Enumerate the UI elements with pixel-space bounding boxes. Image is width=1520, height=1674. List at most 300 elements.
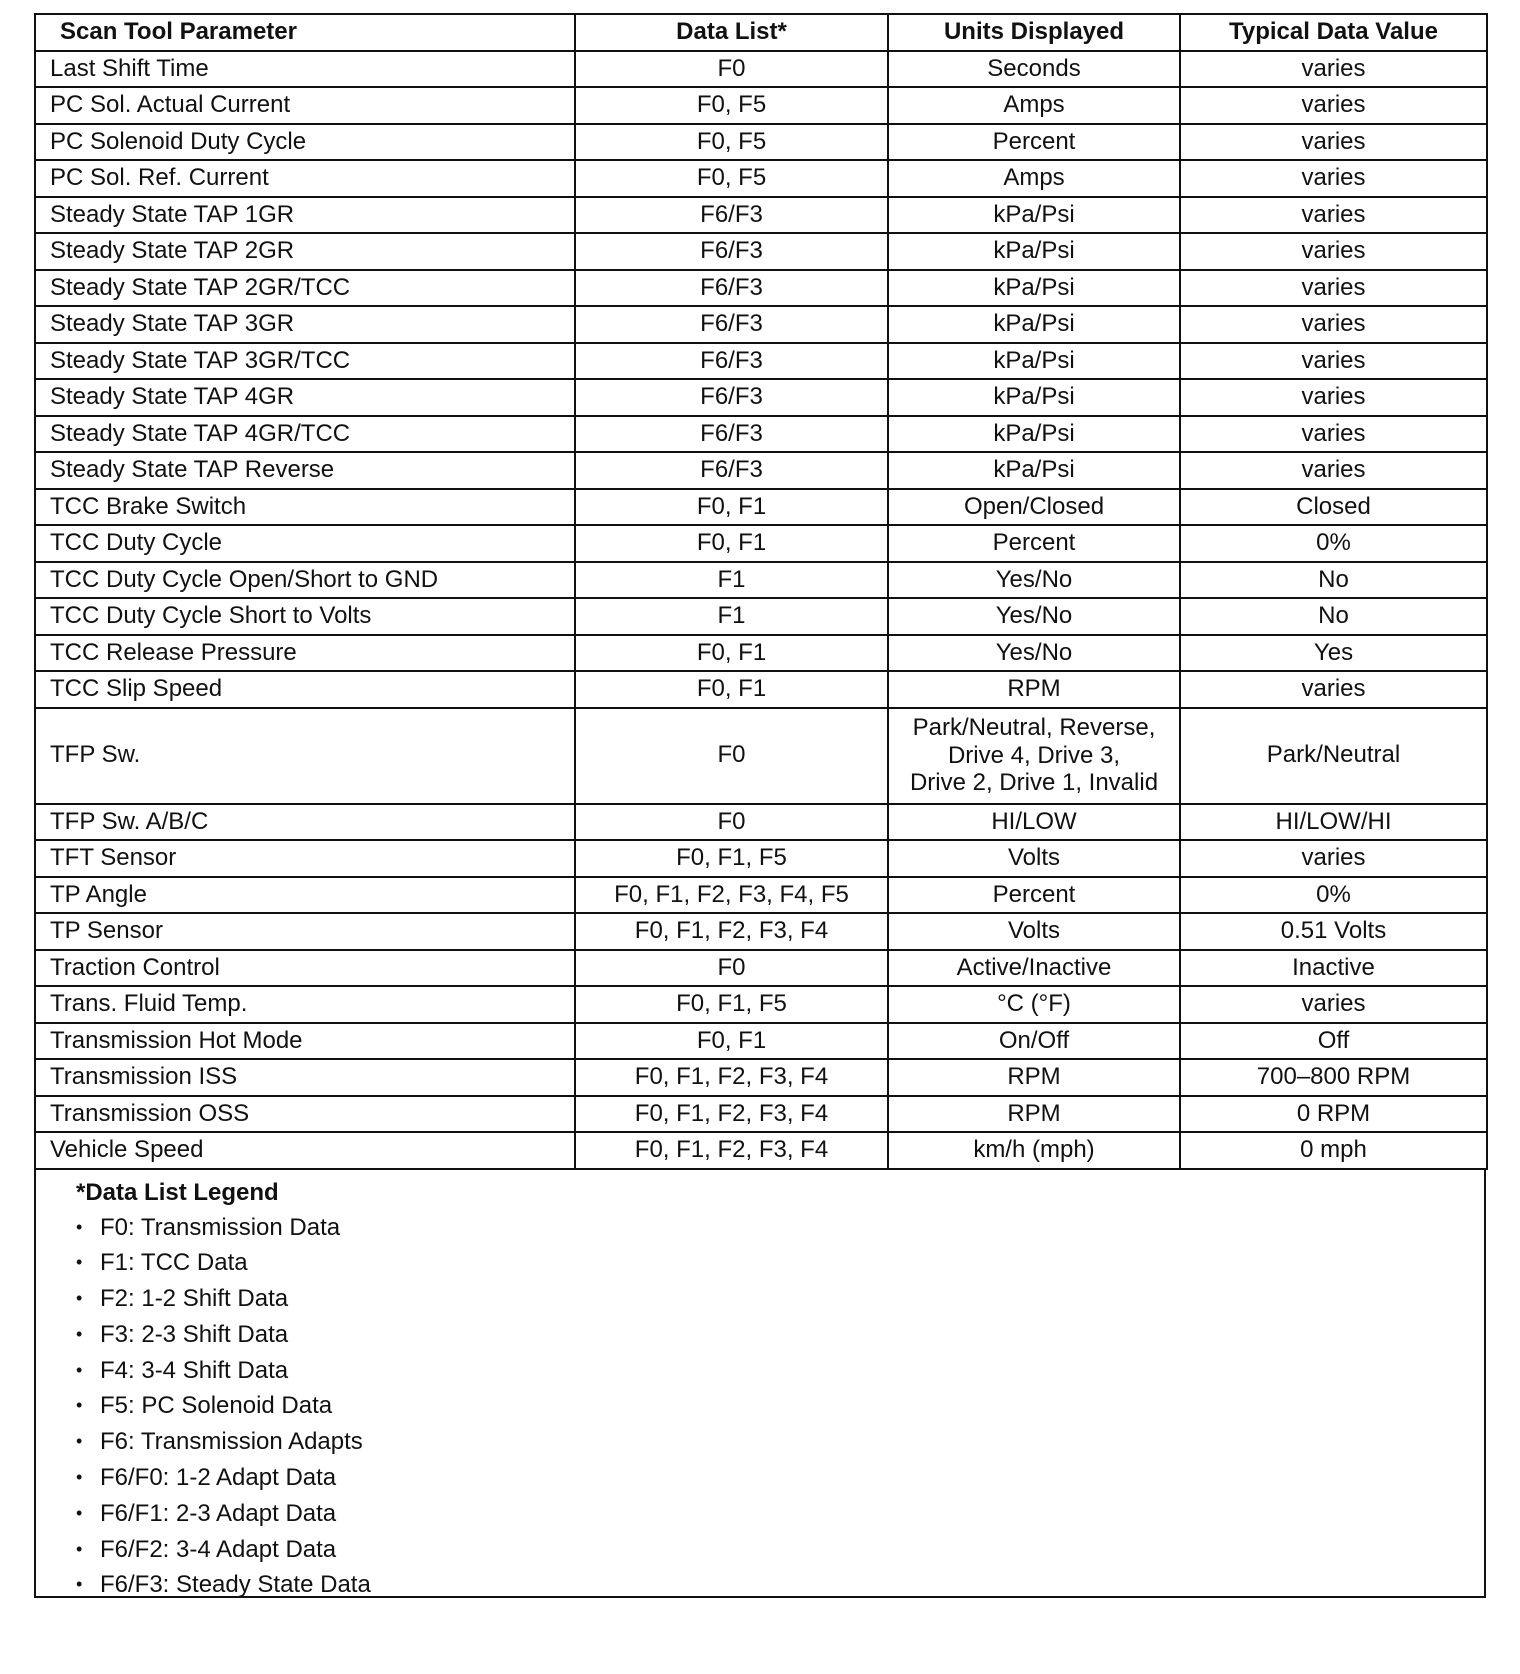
cell-data-list-text: F6/F3 — [700, 346, 763, 374]
cell-parameter-text: PC Sol. Ref. Current — [50, 164, 269, 192]
legend-item-text: F0: Transmission Data — [100, 1213, 341, 1241]
scan-tool-data-document — [34, 13, 1486, 1598]
table-row — [35, 233, 1487, 270]
cell-typical-data-value — [1180, 197, 1487, 234]
legend-item — [76, 1567, 1484, 1603]
cell-data-list — [575, 87, 888, 124]
legend-item — [76, 1317, 1484, 1353]
cell-units-displayed-text: Active/Inactive — [956, 953, 1112, 981]
cell-typical-data-value-text: 0% — [1316, 880, 1351, 908]
cell-units-displayed — [888, 671, 1180, 708]
legend-item-text: F2: 1-2 Shift Data — [100, 1285, 289, 1313]
cell-parameter — [35, 950, 575, 987]
cell-typical-data-value-text: varies — [1301, 346, 1366, 374]
cell-data-list-text: F6/F3 — [700, 310, 763, 338]
cell-typical-data-value — [1180, 525, 1487, 562]
cell-typical-data-value-text: varies — [1301, 54, 1366, 82]
cell-units-displayed-text: HI/LOW — [991, 807, 1077, 835]
cell-data-list-text: F0, F1 — [696, 638, 767, 666]
cell-units-displayed — [888, 913, 1180, 950]
cell-units-displayed — [888, 986, 1180, 1023]
table-row — [35, 197, 1487, 234]
cell-typical-data-value — [1180, 671, 1487, 708]
cell-parameter-text: TCC Duty Cycle Short to Volts — [50, 602, 372, 630]
bullet-icon: • — [76, 1574, 83, 1595]
cell-typical-data-value — [1180, 708, 1487, 804]
cell-parameter-text: Transmission Hot Mode — [50, 1026, 303, 1054]
cell-parameter — [35, 986, 575, 1023]
table-row — [35, 379, 1487, 416]
cell-data-list — [575, 1059, 888, 1096]
cell-typical-data-value — [1180, 270, 1487, 307]
cell-data-list-text: F0 — [717, 54, 746, 82]
cell-data-list-text: F0, F1, F5 — [676, 990, 787, 1018]
cell-typical-data-value — [1180, 489, 1487, 526]
cell-units-displayed-text: Amps — [1003, 91, 1065, 119]
cell-typical-data-value — [1180, 1059, 1487, 1096]
legend-list — [76, 1210, 1484, 1604]
legend-item-text: F6/F1: 2-3 Adapt Data — [100, 1499, 337, 1527]
cell-typical-data-value-text: varies — [1301, 127, 1366, 155]
table-body — [35, 51, 1487, 1169]
cell-units-displayed — [888, 1023, 1180, 1060]
cell-parameter-text: Steady State TAP 3GR — [50, 310, 295, 338]
cell-units-displayed — [888, 489, 1180, 526]
cell-parameter — [35, 1096, 575, 1133]
cell-units-displayed — [888, 51, 1180, 88]
cell-data-list — [575, 1096, 888, 1133]
bullet-icon: • — [76, 1323, 83, 1344]
cell-data-list — [575, 950, 888, 987]
legend-item-text: F3: 2-3 Shift Data — [100, 1320, 289, 1348]
table-row — [35, 87, 1487, 124]
table-row — [35, 1023, 1487, 1060]
cell-typical-data-value — [1180, 986, 1487, 1023]
cell-parameter — [35, 379, 575, 416]
cell-parameter-text: TCC Release Pressure — [50, 638, 297, 666]
cell-parameter — [35, 1023, 575, 1060]
cell-typical-data-value-text: varies — [1301, 419, 1366, 447]
cell-data-list-text: F6/F3 — [700, 456, 763, 484]
cell-typical-data-value — [1180, 124, 1487, 161]
cell-units-displayed — [888, 270, 1180, 307]
cell-units-displayed-text: Yes/No — [995, 638, 1073, 666]
cell-typical-data-value — [1180, 950, 1487, 987]
cell-data-list-text: F0, F5 — [696, 127, 767, 155]
cell-typical-data-value — [1180, 562, 1487, 599]
cell-units-displayed — [888, 598, 1180, 635]
legend-item — [76, 1210, 1484, 1246]
table-row — [35, 804, 1487, 841]
cell-data-list-text: F0, F1, F2, F3, F4 — [634, 1136, 829, 1164]
cell-units-displayed-text: RPM — [1007, 675, 1061, 703]
cell-parameter — [35, 87, 575, 124]
legend-item — [76, 1245, 1484, 1281]
cell-typical-data-value — [1180, 452, 1487, 489]
table-row — [35, 1132, 1487, 1169]
cell-data-list — [575, 160, 888, 197]
cell-typical-data-value — [1180, 87, 1487, 124]
table-row — [35, 635, 1487, 672]
cell-parameter — [35, 197, 575, 234]
cell-data-list — [575, 452, 888, 489]
bullet-icon: • — [76, 1395, 83, 1416]
cell-parameter — [35, 1132, 575, 1169]
cell-typical-data-value — [1180, 1096, 1487, 1133]
cell-data-list-text: F0, F1, F5 — [676, 844, 787, 872]
cell-data-list — [575, 197, 888, 234]
bullet-icon: • — [76, 1359, 83, 1380]
cell-data-list-text: F6/F3 — [700, 383, 763, 411]
cell-typical-data-value — [1180, 635, 1487, 672]
data-list-legend — [34, 1170, 1486, 1598]
cell-parameter-text: TFP Sw. A/B/C — [50, 807, 209, 835]
cell-parameter — [35, 233, 575, 270]
cell-data-list — [575, 635, 888, 672]
cell-typical-data-value — [1180, 343, 1487, 380]
legend-item-text: F5: PC Solenoid Data — [100, 1392, 333, 1420]
cell-parameter-text: TCC Brake Switch — [50, 492, 247, 520]
cell-parameter-text: Vehicle Speed — [50, 1136, 204, 1164]
cell-typical-data-value — [1180, 51, 1487, 88]
cell-units-displayed-text: kPa/Psi — [993, 456, 1075, 484]
cell-parameter-text: Transmission ISS — [50, 1063, 238, 1091]
bullet-icon: • — [76, 1467, 83, 1488]
table-row — [35, 270, 1487, 307]
cell-data-list-text: F0, F1, F2, F3, F4 — [634, 917, 829, 945]
cell-units-displayed-text: Amps — [1003, 164, 1065, 192]
cell-parameter — [35, 124, 575, 161]
cell-parameter — [35, 160, 575, 197]
bullet-icon: • — [76, 1502, 83, 1523]
legend-item-text: F6/F3: Steady State Data — [100, 1571, 371, 1599]
header-data-list: Data List* — [575, 14, 888, 51]
cell-parameter — [35, 270, 575, 307]
cell-parameter-text: Steady State TAP 4GR/TCC — [50, 419, 351, 447]
cell-typical-data-value-text: 0.51 Volts — [1280, 917, 1387, 945]
cell-parameter-text: PC Solenoid Duty Cycle — [50, 127, 307, 155]
cell-data-list — [575, 306, 888, 343]
cell-typical-data-value-text: No — [1318, 602, 1349, 630]
cell-data-list — [575, 671, 888, 708]
cell-units-displayed — [888, 87, 1180, 124]
cell-units-displayed — [888, 1132, 1180, 1169]
bullet-icon: • — [76, 1431, 83, 1452]
cell-units-displayed — [888, 343, 1180, 380]
cell-parameter-text: Steady State TAP Reverse — [50, 456, 335, 484]
cell-units-displayed-text: RPM — [1007, 1099, 1061, 1127]
cell-parameter — [35, 804, 575, 841]
cell-units-displayed-text: kPa/Psi — [993, 200, 1075, 228]
bullet-icon: • — [76, 1538, 83, 1559]
cell-units-displayed-text: Seconds — [987, 54, 1081, 82]
cell-units-displayed-text: Yes/No — [995, 565, 1073, 593]
table-row — [35, 160, 1487, 197]
table-row — [35, 124, 1487, 161]
cell-data-list — [575, 1132, 888, 1169]
cell-typical-data-value-text: 0 mph — [1300, 1136, 1367, 1164]
cell-typical-data-value-text: HI/LOW/HI — [1275, 807, 1392, 835]
cell-typical-data-value — [1180, 379, 1487, 416]
cell-parameter — [35, 51, 575, 88]
cell-units-displayed — [888, 877, 1180, 914]
cell-units-displayed-text: °C (°F) — [997, 990, 1071, 1018]
cell-data-list — [575, 913, 888, 950]
cell-data-list — [575, 986, 888, 1023]
cell-data-list-text: F0, F5 — [696, 91, 767, 119]
table-row — [35, 1059, 1487, 1096]
cell-parameter — [35, 452, 575, 489]
bullet-icon: • — [76, 1288, 83, 1309]
cell-parameter-text: PC Sol. Actual Current — [50, 91, 291, 119]
cell-parameter-text: Traction Control — [50, 953, 220, 981]
table-row — [35, 877, 1487, 914]
cell-data-list — [575, 804, 888, 841]
cell-typical-data-value — [1180, 1023, 1487, 1060]
cell-parameter-text: TFT Sensor — [50, 844, 177, 872]
cell-parameter — [35, 671, 575, 708]
cell-parameter-text: Steady State TAP 2GR — [50, 237, 295, 265]
cell-typical-data-value — [1180, 233, 1487, 270]
cell-units-displayed — [888, 840, 1180, 877]
legend-item — [76, 1460, 1484, 1496]
cell-parameter-text: TCC Duty Cycle Open/Short to GND — [50, 565, 439, 593]
cell-units-displayed — [888, 950, 1180, 987]
cell-data-list — [575, 1023, 888, 1060]
table-row — [35, 306, 1487, 343]
bullet-icon: • — [76, 1252, 83, 1273]
cell-data-list-text: F6/F3 — [700, 273, 763, 301]
cell-units-displayed — [888, 416, 1180, 453]
table-row — [35, 950, 1487, 987]
cell-data-list-text: F0 — [717, 953, 746, 981]
cell-typical-data-value-text: Off — [1317, 1026, 1350, 1054]
header-units-displayed: Units Displayed — [888, 14, 1180, 51]
cell-parameter-text: Trans. Fluid Temp. — [50, 990, 248, 1018]
legend-item — [76, 1281, 1484, 1317]
cell-typical-data-value — [1180, 877, 1487, 914]
cell-data-list — [575, 489, 888, 526]
cell-units-displayed-text: Volts — [1007, 917, 1061, 945]
cell-parameter — [35, 416, 575, 453]
cell-units-displayed — [888, 525, 1180, 562]
cell-parameter-text: Steady State TAP 3GR/TCC — [50, 346, 351, 374]
cell-typical-data-value-text: varies — [1301, 310, 1366, 338]
cell-typical-data-value-text: varies — [1301, 456, 1366, 484]
cell-units-displayed — [888, 233, 1180, 270]
cell-data-list — [575, 379, 888, 416]
cell-data-list-text: F0, F1, F2, F3, F4 — [634, 1099, 829, 1127]
cell-typical-data-value — [1180, 1132, 1487, 1169]
table-row — [35, 986, 1487, 1023]
legend-item — [76, 1496, 1484, 1532]
cell-parameter — [35, 562, 575, 599]
cell-data-list-text: F6/F3 — [700, 419, 763, 447]
cell-typical-data-value — [1180, 913, 1487, 950]
cell-data-list-text: F0, F1 — [696, 529, 767, 557]
cell-parameter — [35, 877, 575, 914]
cell-data-list — [575, 416, 888, 453]
cell-units-displayed-text: kPa/Psi — [993, 383, 1075, 411]
cell-parameter — [35, 1059, 575, 1096]
cell-data-list-text: F0, F1 — [696, 675, 767, 703]
cell-data-list-text: F6/F3 — [700, 200, 763, 228]
cell-parameter-text: TCC Slip Speed — [50, 675, 223, 703]
cell-data-list-text: F0 — [717, 807, 746, 835]
cell-typical-data-value-text: Inactive — [1292, 953, 1375, 981]
header-scan-tool-parameter: Scan Tool Parameter — [35, 14, 575, 51]
table-row — [35, 416, 1487, 453]
legend-item-text: F6: Transmission Adapts — [100, 1428, 363, 1456]
table-row — [35, 51, 1487, 88]
cell-units-displayed — [888, 197, 1180, 234]
cell-typical-data-value-text: 700–800 RPM — [1256, 1063, 1411, 1091]
cell-typical-data-value-text: No — [1318, 565, 1349, 593]
cell-units-displayed-text: kPa/Psi — [993, 310, 1075, 338]
cell-units-displayed-text: Percent — [992, 880, 1076, 908]
table-row — [35, 452, 1487, 489]
cell-typical-data-value-text: varies — [1301, 675, 1366, 703]
cell-units-displayed-text: Percent — [992, 529, 1076, 557]
table-row — [35, 598, 1487, 635]
cell-typical-data-value-text: varies — [1301, 91, 1366, 119]
cell-parameter — [35, 489, 575, 526]
cell-units-displayed — [888, 160, 1180, 197]
cell-typical-data-value-text: varies — [1301, 273, 1366, 301]
legend-item — [76, 1388, 1484, 1424]
cell-parameter-text: Last Shift Time — [50, 54, 209, 82]
table-row — [35, 708, 1487, 804]
cell-parameter — [35, 343, 575, 380]
cell-data-list — [575, 343, 888, 380]
cell-units-displayed-text: Volts — [1007, 844, 1061, 872]
cell-data-list — [575, 51, 888, 88]
cell-units-displayed — [888, 452, 1180, 489]
table-row — [35, 671, 1487, 708]
cell-typical-data-value — [1180, 306, 1487, 343]
cell-typical-data-value — [1180, 840, 1487, 877]
cell-typical-data-value-text: varies — [1301, 200, 1366, 228]
legend-item-text: F6/F2: 3-4 Adapt Data — [100, 1535, 337, 1563]
cell-data-list-text: F0, F1 — [696, 492, 767, 520]
table-header-row — [35, 14, 1487, 51]
cell-typical-data-value-text: 0 RPM — [1296, 1099, 1371, 1127]
cell-data-list — [575, 270, 888, 307]
cell-parameter-text: Transmission OSS — [50, 1099, 250, 1127]
cell-units-displayed — [888, 804, 1180, 841]
cell-typical-data-value — [1180, 804, 1487, 841]
cell-units-displayed-text: kPa/Psi — [993, 346, 1075, 374]
cell-data-list-text: F0, F5 — [696, 164, 767, 192]
cell-parameter-text: Steady State TAP 4GR — [50, 383, 295, 411]
cell-data-list — [575, 124, 888, 161]
table-row — [35, 840, 1487, 877]
table-row — [35, 343, 1487, 380]
cell-typical-data-value-text: varies — [1301, 383, 1366, 411]
header-typical-data-value: Typical Data Value — [1180, 14, 1487, 51]
cell-units-displayed-text: Open/Closed — [963, 492, 1105, 520]
scan-tool-data-table — [34, 13, 1488, 1170]
cell-units-displayed — [888, 708, 1180, 804]
legend-item — [76, 1424, 1484, 1460]
cell-parameter — [35, 598, 575, 635]
cell-parameter-text: TP Sensor — [50, 917, 163, 945]
cell-units-displayed-text: km/h (mph) — [973, 1136, 1095, 1164]
cell-parameter — [35, 913, 575, 950]
cell-parameter — [35, 306, 575, 343]
cell-parameter-text: TCC Duty Cycle — [50, 529, 223, 557]
cell-typical-data-value-text: varies — [1301, 237, 1366, 265]
cell-parameter — [35, 840, 575, 877]
cell-units-displayed — [888, 306, 1180, 343]
cell-data-list-text: F0, F1, F2, F3, F4 — [634, 1063, 829, 1091]
legend-item-text: F6/F0: 1-2 Adapt Data — [100, 1464, 337, 1492]
cell-data-list — [575, 598, 888, 635]
cell-parameter — [35, 708, 575, 804]
table-row — [35, 913, 1487, 950]
cell-units-displayed-text: Percent — [992, 127, 1076, 155]
legend-item — [76, 1532, 1484, 1568]
cell-data-list — [575, 562, 888, 599]
cell-data-list — [575, 708, 888, 804]
cell-data-list — [575, 840, 888, 877]
legend-title: *Data List Legend — [76, 1178, 279, 1206]
cell-units-displayed-text: kPa/Psi — [993, 237, 1075, 265]
cell-parameter-text: Steady State TAP 2GR/TCC — [50, 273, 351, 301]
table-row — [35, 562, 1487, 599]
cell-typical-data-value-text: Closed — [1296, 492, 1371, 520]
cell-units-displayed — [888, 124, 1180, 161]
legend-item-text: F4: 3-4 Shift Data — [100, 1356, 289, 1384]
cell-parameter — [35, 525, 575, 562]
cell-typical-data-value-text: varies — [1301, 844, 1366, 872]
cell-units-displayed-text: On/Off — [998, 1026, 1070, 1054]
cell-data-list-text: F1 — [717, 565, 746, 593]
cell-typical-data-value-text: Park/Neutral — [1266, 741, 1401, 769]
cell-parameter-text: Steady State TAP 1GR — [50, 200, 295, 228]
table-row — [35, 489, 1487, 526]
cell-units-displayed-text: Yes/No — [995, 602, 1073, 630]
cell-data-list — [575, 525, 888, 562]
cell-data-list-text: F0 — [717, 741, 746, 769]
cell-typical-data-value-text: Yes — [1313, 638, 1354, 666]
cell-data-list — [575, 233, 888, 270]
cell-data-list-text: F0, F1, F2, F3, F4, F5 — [614, 880, 849, 908]
cell-parameter-text: TFP Sw. — [50, 741, 141, 769]
cell-typical-data-value-text: 0% — [1316, 529, 1351, 557]
cell-units-displayed — [888, 379, 1180, 416]
cell-typical-data-value — [1180, 598, 1487, 635]
cell-typical-data-value-text: varies — [1301, 990, 1366, 1018]
cell-data-list-text: F0, F1 — [696, 1026, 767, 1054]
cell-units-displayed-text: kPa/Psi — [993, 419, 1075, 447]
cell-data-list-text: F1 — [717, 602, 746, 630]
cell-data-list-text: F6/F3 — [700, 237, 763, 265]
cell-data-list — [575, 877, 888, 914]
cell-typical-data-value — [1180, 160, 1487, 197]
cell-units-displayed — [888, 635, 1180, 672]
cell-units-displayed — [888, 562, 1180, 599]
cell-parameter-text: TP Angle — [50, 880, 147, 908]
cell-parameter — [35, 635, 575, 672]
cell-units-displayed — [888, 1096, 1180, 1133]
cell-units-displayed-text: Park/Neutral, Reverse, Drive 4, Drive 3, Drive 2, Drive 1, Invalid — [909, 714, 1159, 797]
table-row — [35, 525, 1487, 562]
table-row — [35, 1096, 1487, 1133]
cell-units-displayed-text: kPa/Psi — [993, 273, 1075, 301]
bullet-icon: • — [76, 1216, 83, 1237]
cell-units-displayed-text: RPM — [1007, 1063, 1061, 1091]
